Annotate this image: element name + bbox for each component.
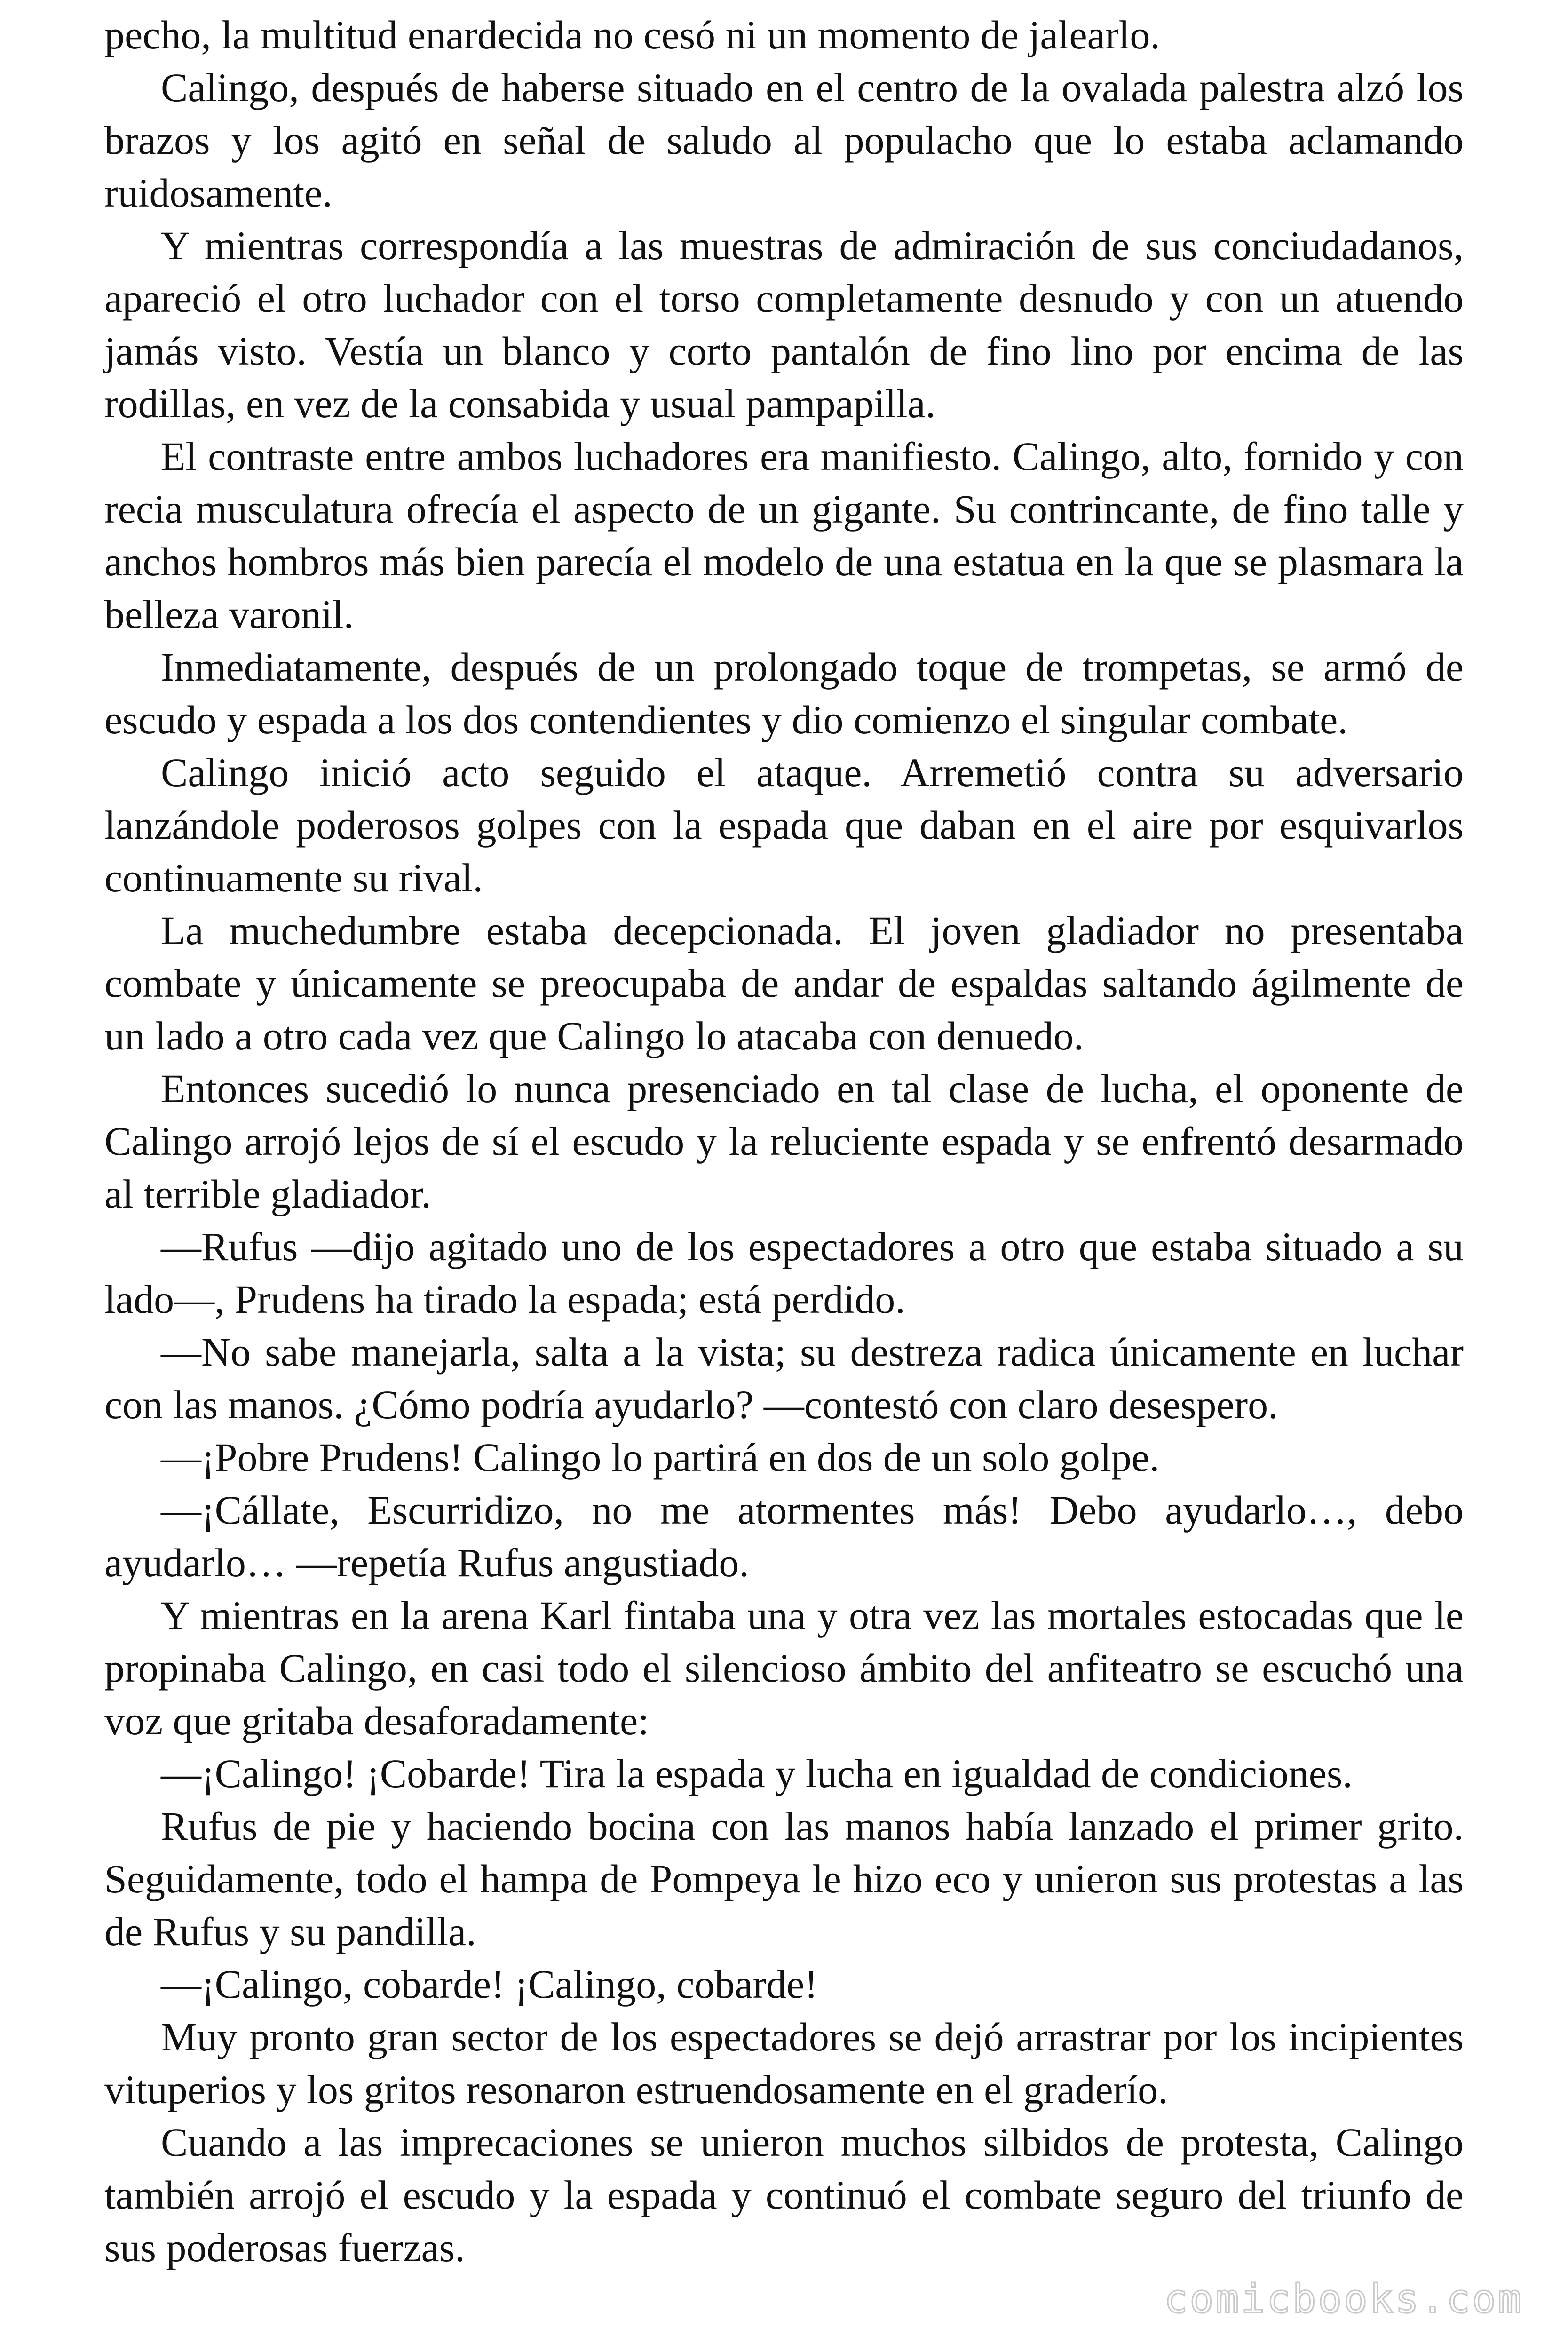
paragraph: —¡Calingo, cobarde! ¡Calingo, cobarde!: [161, 1962, 818, 2007]
paragraph: Rufus de pie y haciendo bocina con las manos había lanzado el primer grito. Seguidamente, todo el hampa de Pompeya le hizo eco y unieron sus protestas a las de Rufus y su pandilla.: [104, 1804, 1464, 1954]
paragraph: —¡Pobre Prudens! Calingo lo partirá en dos de un solo golpe.: [161, 1435, 1160, 1480]
paragraph: Entonces sucedió lo nunca presenciado en tal clase de lucha, el oponente de Calingo arrojó lejos de sí el escudo y la reluciente espada y se enfrentó desarmado al terrible gladiador.: [104, 1066, 1464, 1216]
paragraph: —Rufus —dijo agitado uno de los espectadores a otro que estaba situado a su lado—, Prudens ha tirado la espada; está perdido.: [104, 1224, 1464, 1322]
paragraph: Calingo inició acto seguido el ataque. Arremetió contra su adversario lanzándole poderosos golpes con la espada que daban en el aire por esquivarlos continuamente su rival.: [104, 750, 1464, 900]
paragraph: El contraste entre ambos luchadores era manifiesto. Calingo, alto, fornido y con recia musculatura ofrecía el aspecto de un gigante. Su contrincante, de fino talle y anchos hombros más bien parecía el modelo de una estatua en la que se plasmara la belleza varonil.: [104, 434, 1464, 637]
paragraph: —¡Cállate, Escurridizo, no me atormentes más! Debo ayudarlo…, debo ayudarlo… —repetía Rufus angustiado.: [104, 1487, 1464, 1585]
paragraph: Cuando a las imprecaciones se unieron muchos silbidos de protesta, Calingo también arrojó el escudo y la espada y continuó el combate seguro del triunfo de sus poderosas fuerzas.: [104, 2120, 1464, 2270]
paragraph: pecho, la multitud enardecida no cesó ni un momento de jalearlo.: [104, 12, 1160, 57]
page-text: [104, 8, 1464, 2274]
paragraph: —¡Calingo! ¡Cobarde! Tira la espada y lucha en igualdad de condiciones.: [161, 1751, 1353, 1796]
watermark: comicbooks.com: [1164, 2276, 1523, 2322]
paragraph: Calingo, después de haberse situado en el centro de la ovalada palestra alzó los brazos y los agitó en señal de saludo al populacho que lo estaba aclamando ruidosamente.: [104, 65, 1464, 215]
paragraph: Y mientras correspondía a las muestras de admiración de sus conciudadanos, apareció el otro luchador con el torso completamente desnudo y con un atuendo jamás visto. Vestía un blanco y corto pantalón de fino lino por encima de las rodillas, en vez de la consabida y usual pampapilla.: [104, 223, 1464, 426]
paragraph: Inmediatamente, después de un prolongado toque de trompetas, se armó de escudo y espada a los dos contendientes y dio comienzo el singular combate.: [104, 644, 1464, 742]
paragraph: —No sabe manejarla, salta a la vista; su destreza radica únicamente en luchar con las manos. ¿Cómo podría ayudarlo? —contestó con claro desespero.: [104, 1329, 1464, 1427]
paragraph: Y mientras en la arena Karl fintaba una y otra vez las mortales estocadas que le propinaba Calingo, en casi todo el silencioso ámbito del anfiteatro se escuchó una voz que gritaba desaforadamente:: [104, 1593, 1464, 1743]
paragraph: Muy pronto gran sector de los espectadores se dejó arrastrar por los incipientes vituperios y los gritos resonaron estruendosamente en el graderío.: [104, 2014, 1464, 2112]
paragraph: La muchedumbre estaba decepcionada. El joven gladiador no presentaba combate y únicamente se preocupaba de andar de espaldas saltando ágilmente de un lado a otro cada vez que Calingo lo atacaba con denuedo.: [104, 908, 1464, 1058]
